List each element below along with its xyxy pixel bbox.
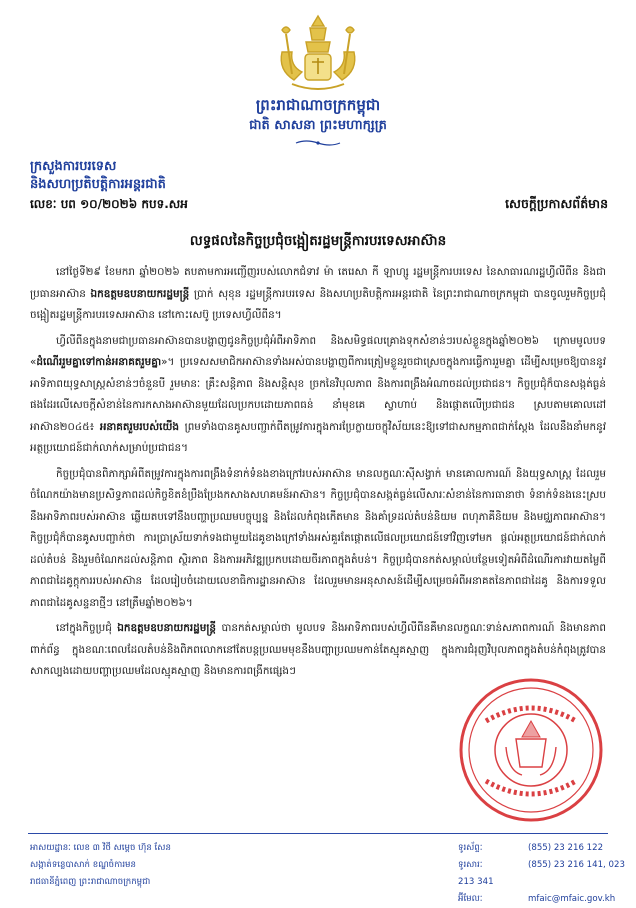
kingdom-name: ព្រះរាជាណាចក្រកម្ពុជា [255,96,381,114]
footer-contacts [458,840,636,908]
national-motto: ជាតិ សាសនា ព្រះមហាក្សត្រ [249,118,387,133]
address-line: អាសយដ្ឋានៈ លេខ ៣ វិថី សម្តេច ហ៊ុន សែន [30,843,171,853]
highlighted-title: ឯកឧត្តមឧបនាយករដ្ឋមន្ត្រី [90,287,190,300]
paragraph-3: កិច្ចប្រជុំបានពិភាក្សាអំពីតម្រូវការក្នុងការពង្រឹងទំនាក់ទំនងខាងក្រៅរបស់អាស៊ាន មានលក្ខណៈស៊ីសង្វាក់ មានគោលការណ៍ និងយុទ្ធសាស្ត្រ ដែលរួមចំណែកយ៉ាងមានប្រសិទ្ធភាពដល់កិច្ចខិតខំប្រឹងប្រែងកសាងសហគមន៍អាស៊ាន។ កិច្ចប្រជុំបានសង្កត់ធ្ងន់លើសារៈសំខាន់នៃការធានាថា ទំនាក់ទំនងនេះស្របនឹងអាទិភាពរបស់អាស៊ាន ឆ្លើយតបទៅនឹងបញ្ហាប្រឈមបច្ចុប្បន្ន និងដែលកំពុងកើតមាន និងគាំទ្រដល់តំបន់និយម ពហុភាគីនិយម និងមជ្ឈភាពអាស៊ាន។ កិច្ចប្រជុំក៏បានគូសបញ្ជាក់ថា ការប្រាស្រ័យទាក់ទងជាមួយដៃគូខាងក្រៅទាំងអស់គួរតែផ្តោតលើផលប្រយោជន៍ទៅវិញទៅមក ផ្តល់អត្ថប្រយោជន៍ជាក់លាក់ដល់តំបន់ និងរួមចំណែកដល់សន្តិភាព ស្ថិរភាព និងការអភិវឌ្ឍប្រកបដោយចីរភាពក្នុងតំបន់។ កិច្ចប្រជុំបានកត់សម្គាល់បន្ថែមទៀតអំពីដំណើរការវាយតម្លៃពីភាពជាដៃគូក្តុការរបស់អាស៊ាន ដែលរៀបចំដោយលេខាធិការដ្ឋានអាស៊ាន ដែលរួមមានអនុសាសន៍ដើម្បីសម្រេចអំពីអនាគតនៃភាពជាដៃគូ និងការទទួលភាពជាដៃគូសន្ទនាថ្មីៗ នៅត្រឹមឆ្នាំ២០២៦។ [30,467,606,609]
ministry-official-seal-icon [456,675,606,825]
theme-phrase: ដំណើររួមគ្នាទៅកាន់អនាគតរួមគ្នា [36,356,162,368]
paragraph-text: »។ ប្រទេសសមាជិកអាស៊ានទាំងអស់បានបង្ហាញពីការត្រៀមខ្លួនរួចជាស្រេចក្នុងការធ្វើការរួមគ្នា ដើម្បីសម្រេចឱ្យបាននូវអាទិភាពយុទ្ធសាស្ត្រសំខាន់ៗចំនួនបី រួមមានៈ គ្រឹះសន្តិភាព និងសន្តិសុខ ច្រកនៃវិបុលភាព និងការពង្រឹងអំណាចដល់ប្រជាជន។ កិច្ចប្រជុំក៏បានសង្កត់ធ្ងន់ផងដែរលើសេចក្តីសំខាន់នៃការកសាងអាស៊ានមួយដែលប្រកបដោយភាពធន់ នាំមុខគេ ស្វាហាប់ និងផ្តោតលើប្រជាជន ស្របតាមគោលដៅអាស៊ាន២០៤៥៖ [30,356,606,433]
press-release-body [30,262,606,687]
paragraph-text: ហ្វីលីពីនក្នុងនាមជាប្រធានអាស៊ានបានបង្ហាញជូនកិច្ចប្រជុំអំពីអាទិភាព និងសមិទ្ធផលគ្រោងទុកសំខាន់ៗរបស់ខ្លួនក្នុងឆ្នាំ២០២៦ ក្រោមមូលបទ « [30,334,606,368]
email-label: អ៊ីមែលៈ [458,894,483,904]
paragraph-text: នៅក្នុងកិច្ចប្រជុំ [56,622,118,634]
footer-divider [28,833,608,834]
ministry-name: ក្រសួងការបរទេស [30,159,117,174]
footer-address [30,840,171,891]
vision-phrase: អនាគតរួមរបស់យើង [99,420,179,433]
ministry-name-line2: និងសហប្រតិបត្តិការអន្តរជាតិ [30,177,166,192]
royal-arms-emblem-icon [272,12,364,94]
phone-contact [458,840,636,857]
paragraph-text: បានកត់សម្គាល់ថា មូលបទ និងអាទិភាពរបស់ហ្វីលីពីនគឺមានលក្ខណៈទាន់សភាពការណ៍ និងមានភាពពាក់ព័ន្ធ ក្នុងខណៈពេលដែលតំបន់និងពិភពលោកនៅតែបន្តប្រឈមមុខនឹងបញ្ហាប្រឈមកាន់តែស្មុគស្មាញ ក្នុងការជំរុញវិបុលភាពក្នុងតំបន់កំពុងត្រូវបានសាកល្បងដោយបញ្ហាប្រឈមដែលស្មុគស្មាញ និងមានការពង្រីកផ្សេងៗ [30,622,606,677]
heading-ornament-divider-icon [294,139,342,147]
address-line: សង្កាត់ទន្លេបាសាក់ ខណ្ឌចំការមន [30,860,136,870]
paragraph-1 [30,262,606,327]
paragraph-4 [30,618,606,683]
email-address: mfaic@mfaic.gov.kh [528,894,616,904]
paragraph-text: ព្រមទាំងបានគូសបញ្ជាក់ពីតម្រូវការក្នុងការប្រែក្លាយចក្ខុវិស័យនេះឱ្យទៅជាសកម្មភាពជាក់ស្តែង ដែលនឹងនាំមកនូវអត្ថប្រយោជន៍ជាក់លាក់សម្រាប់ប្រជាជន។ [30,420,606,454]
reference-number: លេខៈ បព ១០/២០២៦ កបទ.សអ [30,197,188,211]
fax-number: (855) 23 216 141, 023 213 341 [458,860,625,887]
paragraph-2 [30,331,606,460]
document-type: សេចក្តីប្រកាសព័ត៌មាន [505,196,608,211]
page-title: លទ្ធផលនៃកិច្ចប្រជុំចង្អៀតរដ្ឋមន្ត្រីការបរទេសអាស៊ាន [189,233,447,249]
address-line: រាជធានីភ្នំពេញ ព្រះរាជាណាចក្រកម្ពុជា [30,877,151,887]
paragraph-text: ប្រាក់ សុខុន រដ្ឋមន្ត្រីការបរទេស និងសហប្រតិបត្តិការអន្តរជាតិ នៃព្រះរាជាណាចក្រកម្ពុជា បានចូលរួមកិច្ចប្រជុំចង្អៀតរដ្ឋមន្ត្រីការបរទេសអាស៊ាន នៅកោះសេប៊ូ ប្រទេសហ្វីលីពីន។ [30,287,606,321]
phone-number: (855) 23 216 122 [528,843,604,853]
fax-label: ទូរសារៈ [458,860,483,870]
paragraph-text: នៅថ្ងៃទី២៩ ខែមករា ឆ្នាំ២០២៦ តបតាមការអញ្ជើញរបស់លោកជំទាវ ម៉ា តេរេសា កី ឡាហ្សូ រដ្ឋមន្ត្រីការបរទេស នៃសាធារណរដ្ឋហ្វីលីពីន និងជាប្រធានអាស៊ាន [30,266,606,300]
fax-contact [458,857,636,891]
highlighted-title: ឯកឧត្តមឧបនាយករដ្ឋមន្ត្រី [117,622,217,634]
phone-label: ទូរស័ព្ទៈ [458,843,483,853]
